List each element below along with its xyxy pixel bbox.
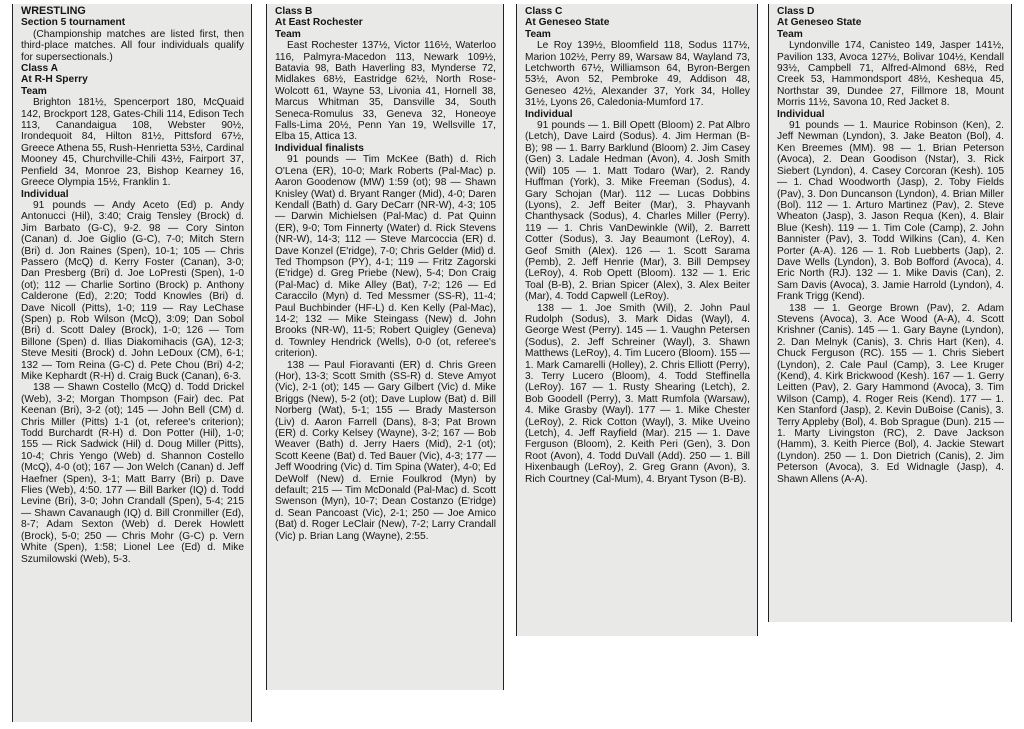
- class-heading: Class D: [777, 6, 815, 17]
- column-class-c: [516, 4, 758, 636]
- class-heading: Class C: [525, 6, 563, 17]
- team-scores: Le Roy 139½, Bloomfield 118, Sodus 117½, Marion 102½, Perry 89, Warsaw 84, Wayland 73, Letchworth 67½, Williamson 64, Byron-Bergen 53½, Avon 52, Pembroke 49, Addison 48, Geneseo 42½, Alexander 37, York 34, Holley 31½, Lyons 26, Caledonia-Mumford 17.: [525, 40, 750, 109]
- individual-results: 91 pounds — Andy Aceto (Ed) p. Andy Antonucci (Hil), 3:40; Craig Tensley (Brock) d. Jim Barbato (G-C), 9-2. 98 — Cory Sinton (Canan) d. Joe Giglio (G-C), 7-0; Mitch Stern (Bri) d. Jon Raines (Spen), 10-1; 105 — Chris Passero (McQ) d. Kerry Foster (Canan), 3-0; Dan Presberg (Bri) d. Joe LoPresti (Spen), 1-0 (ot); 112 — Charlie Sortino (Brock) p. Anthony Calderone (Ed), 2:20; Todd Knowles (Bri) d. Dave Nicoll (Pitts), 1-0; 119 — Ray LeChase (Spen) p. Rob Wilson (McQ), 3:09; Dan Sobol (Bri) d. Scott Daley (Brock), 1-0; 126 — Tom Billone (Spen) d. Ilias Diakomihacis (GA), 12-3; Steve Mesiti (Brock) d. John LeDoux (CM), 6-1; 132 — Tom Reina (G-C) d. Pete Chou (Bri) 4-2; Mike Kephardt (R-H) d. Craig Buck (Canan), 6-3.: [21, 199, 244, 382]
- column-class-d: [768, 4, 1012, 622]
- venue-heading: At Geneseo State: [525, 17, 610, 29]
- team-heading: Team: [777, 28, 803, 40]
- team-scores: Brighton 181½, Spencerport 180, McQuaid 142, Brockport 128, Gates-Chili 114, Edison Tech 113, Canandaigua 108, Webster 90½, Irondequoit 84, Hilton 81½, Pittsford 67½, Greece Athena 55, Rush-Henrietta 53½, Cardinal Mooney 45, Churchville-Chili 43½, Fairport 37, Penfield 34, Monroe 23, Bishop Kearney 16, Greece Olympia 15½, Franklin 1.: [21, 97, 244, 189]
- team-heading: Team: [525, 28, 551, 40]
- individual-results-continued: 138 — 1. George Brown (Pav), 2. Adam Stevens (Avoca), 3. Ace Wood (A-A), 4. Scott Krishner (Canis). 145 — 1. Gary Bayne (Lyndon), 2. Dan Melnyk (Canis), 3. Chris Hart (Ken), 4. Chuck Ferguson (RC). 155 — 1. Chris Siebert (Lyndon), 2. Cale Paul (Camp), 3. Lee Kruger (Kend), 4. Kirk Brickwood (Kesh). 167 — 1. Gerry Leitten (Pav), 2. Gary Hammond (Avoca), 3. Tim Wilson (Camp), 4. Roger Reis (Kend). 177 — 1. Ken Stanford (Jasp), 2. Kevin DuBoise (Canis), 3. Terry Appleby (Bol), 4. Bob Sprague (Dun). 215 — 1. Marty Livingston (RC), 2. Dave Jackson (Hamm), 3. Keith Pierce (Bol), 4. Jackie Stewart (Lyndon). 250 — 1. Don Dietrich (Canis), 2. Jim Peterson (Avoca), 3. Ed Widnagle (Jasp), 4. Shawn Allens (A-A).: [777, 302, 1004, 485]
- individual-heading: Individual: [777, 108, 825, 120]
- team-heading: Team: [21, 85, 47, 97]
- individual-results: 91 pounds — 1. Maurice Robinson (Ken), 2. Jeff Newman (Lyndon), 3. Jake Beaton (Bol), 4. Ken Breemes (MM). 98 — 1. Brian Peterson (Avoca), 2. Dean Goodison (Nstar), 3. Rick Siebert (Lyndon), 4. Casey Corcoran (Kesh). 105 — 1. Chad Woodworth (Jasp), 2. Toby Fields (Pav), 3. Don Duncanson (Lyndon), 4. Brian Miller (Bol). 112 — 1. Arturo Martinez (Pav), 2. Steve Wheaton (Jasp), 3. Jason Requa (Ken), 4. Blair Blue (Kesh). 119 — 1. Tim Cole (Camp), 2. John Bannister (Pav), 3. Todd Wilkins (Can), 4. Ken Porter (A-A). 126 — 1. Rob Luebberts (Jap), 2. Dave Wells (Lyndon), 3. Bob Bofford (Avoca), 4. Eric North (RJ). 132 — 1. Mike Davis (Can), 2. Sam Davis (Avoca), 3. Jamie Harrold (Lyndon), 4. Frank Trigg (Kend).: [777, 120, 1004, 303]
- team-scores: Lyndonville 174, Canisteo 149, Jasper 141½, Pavilion 133, Avoca 127½, Bolivar 104½, Kendall 93½, Campbell 71, Alfred-Almond 68½, Red Creek 53, Hammondsport 48½, Keshequa 45, Northstar 39, Dundee 27, Fillmore 18, Mount Morris 11½, Savona 10, Red Jacket 8.: [777, 40, 1004, 109]
- individual-heading: Individual: [525, 108, 573, 120]
- individual-heading: Individual: [21, 188, 69, 200]
- individual-results-continued: 138 — Paul Fioravanti (ER) d. Chris Green (Hor), 13-3; Scott Smith (SS-R) d. Steve Amyot (Vic), 2-1 (ot); 145 — Gary Gilbert (Vic) d. Mike Briggs (New), 5-2 (ot); Dave Luplow (Bat) d. Bill Norberg (Wat), 5-1; 155 — Brady Masterson (Liv) d. Aaron Farrell (Dans), 8-3; Pat Brown (ER) d. Corky Kelsey (Wayne), 3-2; 167 — Bob Weaver (Bath) d. Jerry Haers (Mid), 2-1 (ot); Scott Keene (Bat) d. Ted Bauer (Vic), 4-3; 177 — Jeff Woodring (Vic) d. Tim Spina (Water), 4-0; Ed DeWolf (New) d. Ernie Foulkrod (Myn) by default; 215 — Tim McDonald (Pal-Mac) d. Scott Swenson (Myn), 10-7; Dean Costanzo (E'ridge) d. Sean Pancoast (Vic), 2-1; 250 — Joe Amico (Bat) d. Roger LeClair (New), 7-2; Larry Crandall (Vic) p. Brian Lang (Wayne), 2:55.: [275, 359, 496, 542]
- section-heading: WRESTLING: [21, 5, 86, 17]
- individual-results: 91 pounds — 1. Bill Opett (Bloom) 2. Pat Albro (Letch), Dave Laird (Sodus). 4. Jim Herman (B-B); 98 — 1. Barry Barklund (Bloom) 2. Jim Casey (Gen) 3. Ladale Hedman (Avon), 4. Josh Smith (Wil) 105 — 1. Matt Todaro (War), 2. Randy Huffman (York), 3. Mike Freeman (Sodus), 4. Gary Schojan (Mar). 112 — Lucas Dobbins (Lyons), 2. Jeff Beiter (Mar), 3. Phayvanh Chanthysack (Sodus), 4. Charles Miller (Perry). 119 — 1. Chris VanDewinkle (Wil), 2. Barrett Cotter (Sodus), 3. Jay Beaumont (LeRoy), 4. Geof Smith (Alex). 126 — 1. Scott Sarama (Pemb), 2. Jeff Henrie (Mar), 3. Bill Dempsey (LeRoy), 4. Rob Opett (Bloom). 132 — 1. Eric Toal (B-B), 2. Brian Spicer (Alex), 3. Alex Beiter (Mar), 4. Todd Capwell (LeRoy).: [525, 120, 750, 303]
- tournament-heading: Section 5 tournament: [21, 17, 126, 29]
- column-class-a: [12, 4, 252, 722]
- intro-note: (Championship matches are listed first, then third-place matches. All four individuals qualify for supersectionals.): [21, 28, 244, 63]
- individual-results-continued: 138 — 1. Joe Smith (Wil), 2. John Paul Rudolph (Sodus), 3. Mark Didas (Wayl), 4. George West (Perry). 145 — 1. Vaughn Petersen (Sodus), 2. Jeff Schreiner (Wayl), 3. Shawn Matthews (LeRoy), 4. Tim Lucero (Bloom). 155 — 1. Mark Camarelli (Holley), 2. Chris Elliott (Perry), 3. Terry Lucero (Bloom), 4. Todd Steffinella (LeRoy). 167 — 1. Rusty Shearing (Letch), 2. Bob Goodell (Perry), 3. Matt Rumfola (Warsaw), 4. Mike Grasby (Wayl). 177 — 1. Mike Chester (LeRoy), 2. Rick Cotton (Wayl), 3. Mike Uveino (Letch), 4. Jeff Rayfield (Mar). 215 — 1. Dave Ferguson (Bloom), 2. Keith Peri (Gen), 3. Don Root (Avon), 4. Todd DuVall (Add). 250 — 1. Bill Hixenbaugh (LeRoy), 2. Greg Grann (Avon), 3. Rich Courtney (Cal-Mum), 4. Bryant Tyson (B-B).: [525, 302, 750, 485]
- venue-heading: At East Rochester: [275, 17, 363, 29]
- team-scores: East Rochester 137½, Victor 116½, Waterloo 116, Palmyra-Macedon 113, Newark 109½, Batavia 98, Bath Haverling 83, Mynderse 72, Midlakes 68½, Eastridge 62½, North Rose-Wolcott 61, Wayne 53, Livonia 41, Hornell 38, Marcus Whitman 35, Dansville 34, South Seneca-Romulus 33, Geneva 32, Honeoye Falls-Lima 20½, Penn Yan 19, Wellsville 17, Elba 15, Attica 13.: [275, 40, 496, 143]
- team-heading: Team: [275, 28, 301, 40]
- individual-results-continued: 138 — Shawn Costello (McQ) d. Todd Drickel (Web), 3-2; Morgan Thompson (Fair) dec. Pat Keenan (Bri), 3-2 (ot); 145 — John Bell (CM) d. Chris Miller (Pitts) 1-1 (ot, referee's criterion); Todd Burchardt (R-H) d. Don Potter (Hil), 1-0; 155 — Rick Sadwick (Hil) d. Doug Miller (Pitts), 10-4; Chris Yengo (Web) d. Shannon Costello (McQ), 4-0 (ot); 167 — Jon Welch (Canan) d. Jeff Haefner (Spen), 3-1; Matt Barry (Bri) p. Dave Flies (Web), 4:50. 177 — Bill Barker (IQ) d. Todd Levine (Bri), 3-0; John Crandall (Spen), 5-4; 215 — Shawn Cavanaugh (IQ) d. Bill Cronmiller (Ed), 8-7; Adam Sexton (Web) d. Derek Howlett (Brock), 5-0; 250 — Chris Mohr (G-C) p. Vern White (Spen), 1:58; Lionel Lee (Ed) d. Mike Szumilowski (Web), 5-3.: [21, 382, 244, 565]
- individual-heading: Individual finalists: [275, 142, 364, 154]
- class-heading: Class A: [21, 63, 58, 75]
- class-heading: Class B: [275, 6, 313, 17]
- individual-results: 91 pounds — Tim McKee (Bath) d. Rich O'Lena (ER), 10-0; Mark Roberts (Pal-Mac) p. Aaron Goodenow (MW) 1:59 (ot); 98 — Shawn Knisley (Wat) d. Bryant Ranger (Mid), 4-0; Daren Kendall (Bath) d. Gary DeCarr (NR-W), 4-3; 105 — Darwin Michielsen (Pal-Mac) d. Pat Quinn (ER), 9-0; Tom Finnerty (Water) d. Rick Stevens (NR-W), 14-3; 112 — Steve Marcoccia (ER) d. Dave Konzel (E'ridge), 7-0; Chris Gelder (Mid) d. Ted Thompson (PY), 4-1; 119 — Fritz Zagorski (E'ridge) d. Greg Priebe (New), 5-4; Don Craig (Pal-Mac) d. Mike Alley (Bat), 7-2; 126 — Ed Caraccilo (Myn) d. Ted Messmer (SS-R), 11-4; Paul Buchbinder (HF-L) d. Ken Kelly (Pal-Mac), 14-2; 132 — Mike Steingass (New) d. John Brooks (NR-W), 11-5; Robert Quigley (Geneva) d. Townley Hendrick (Wells), 0-0 (ot, referee's criterion).: [275, 154, 496, 360]
- column-class-b: [266, 4, 504, 690]
- venue-heading: At Geneseo State: [777, 17, 862, 29]
- venue-heading: At R-H Sperry: [21, 74, 88, 86]
